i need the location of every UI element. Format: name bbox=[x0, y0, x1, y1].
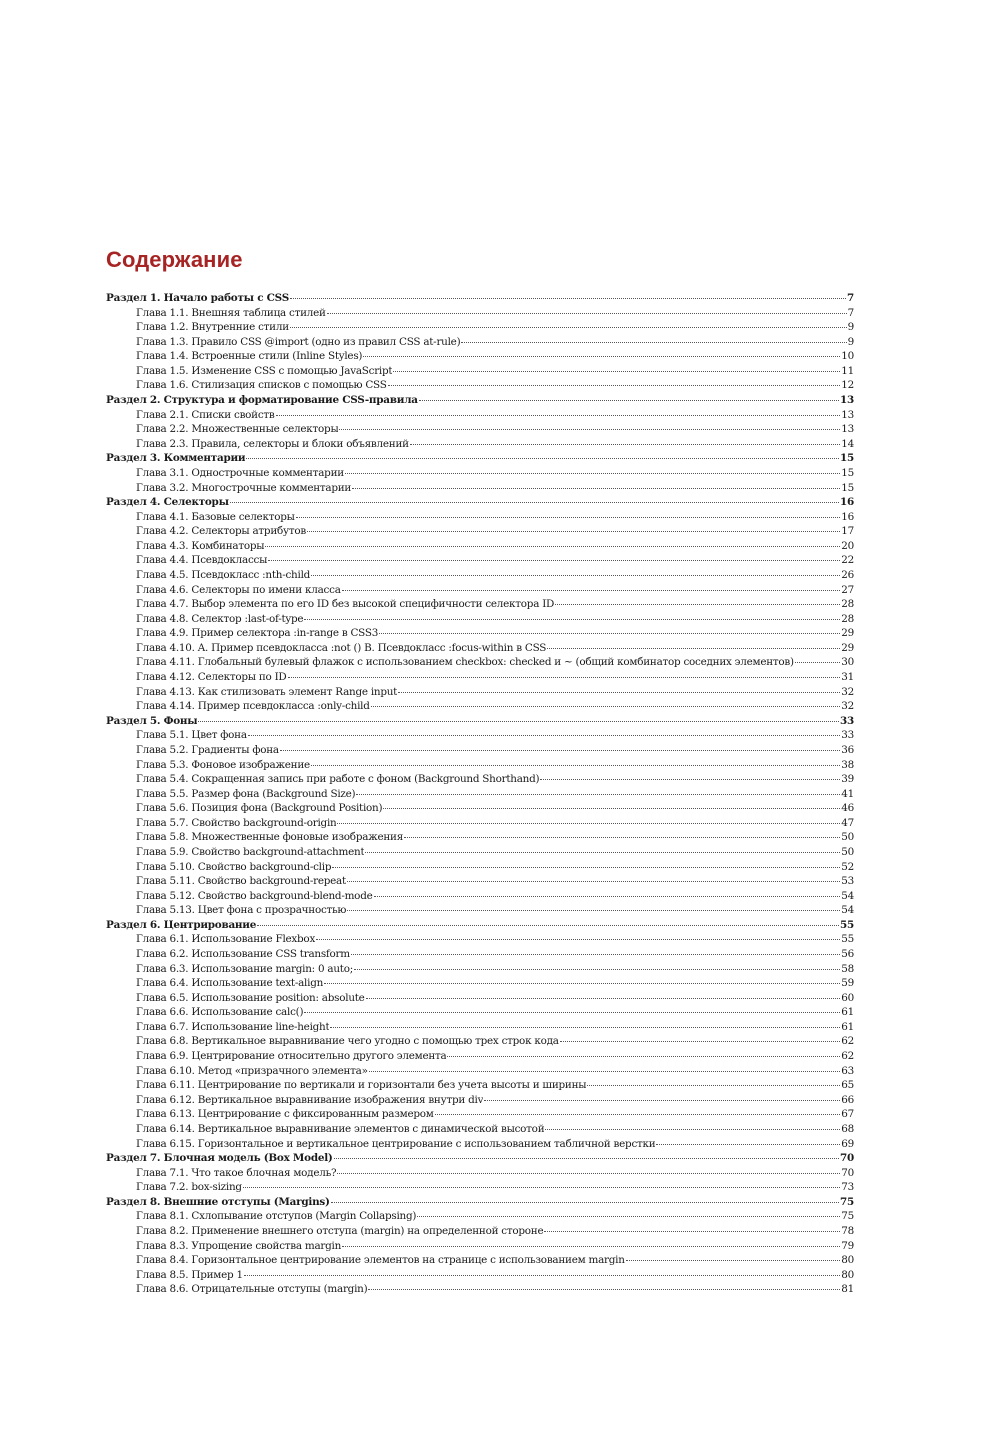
dot-leader bbox=[555, 603, 840, 605]
toc-page-number: 54 bbox=[841, 904, 854, 917]
dot-leader bbox=[560, 1040, 841, 1042]
toc-entry-title: Раздел 1. Начало работы с CSS bbox=[106, 292, 289, 304]
toc-chapter-entry[interactable] bbox=[106, 1005, 854, 1020]
dot-leader bbox=[547, 647, 840, 649]
toc-page-number: 13 bbox=[841, 423, 854, 436]
toc-entry-title: Глава 4.10. A. Пример псевдокласса :not () B. Псевдокласс :focus-within в CSS bbox=[136, 641, 547, 654]
toc-chapter-entry[interactable] bbox=[106, 816, 854, 831]
toc-page-number: 13 bbox=[840, 394, 854, 407]
toc-page-number: 65 bbox=[841, 1079, 854, 1092]
toc-entry-title: Глава 8.4. Горизонтальное центрирование элементов на странице с использованием margin bbox=[136, 1254, 625, 1267]
dot-leader bbox=[257, 924, 839, 926]
toc-entry-title: Глава 4.3. Комбинаторы bbox=[136, 539, 265, 552]
dot-leader bbox=[331, 1201, 839, 1203]
toc-chapter-entry[interactable] bbox=[106, 728, 854, 743]
toc-page-number: 9 bbox=[847, 321, 854, 334]
toc-entry-title: Глава 8.3. Упрощение свойства margin bbox=[136, 1239, 342, 1252]
dot-leader bbox=[290, 297, 846, 299]
dot-leader bbox=[410, 443, 840, 445]
toc-chapter-entry[interactable] bbox=[106, 1239, 854, 1254]
toc-chapter-entry[interactable] bbox=[106, 787, 854, 802]
dot-leader bbox=[363, 355, 840, 357]
toc-page-number: 80 bbox=[841, 1254, 854, 1267]
toc-entry-title: Глава 4.2. Селекторы атрибутов bbox=[136, 525, 306, 538]
dot-leader bbox=[368, 1288, 840, 1290]
toc-chapter-entry[interactable] bbox=[106, 597, 854, 612]
dot-leader bbox=[330, 1026, 840, 1028]
toc-chapter-entry[interactable] bbox=[106, 1093, 854, 1108]
dot-leader bbox=[337, 1172, 840, 1174]
dot-leader bbox=[342, 589, 841, 591]
toc-section-entry[interactable] bbox=[106, 918, 854, 933]
dot-leader bbox=[290, 326, 847, 328]
toc-page-number: 79 bbox=[841, 1239, 854, 1252]
dot-leader bbox=[374, 895, 841, 897]
toc-chapter-entry[interactable] bbox=[106, 947, 854, 962]
table-of-contents bbox=[106, 291, 854, 1297]
toc-section-entry[interactable] bbox=[106, 495, 854, 510]
dot-leader bbox=[352, 487, 840, 489]
dot-leader bbox=[265, 545, 840, 547]
toc-entry-title: Глава 4.1. Базовые селекторы bbox=[136, 510, 295, 523]
toc-chapter-entry[interactable] bbox=[106, 962, 854, 977]
toc-chapter-entry[interactable] bbox=[106, 670, 854, 685]
toc-page-number: 62 bbox=[841, 1050, 854, 1063]
dot-leader bbox=[404, 836, 840, 838]
toc-chapter-entry[interactable] bbox=[106, 1282, 854, 1297]
toc-entry-title: Глава 6.3. Использование margin: 0 auto; bbox=[136, 962, 353, 975]
toc-entry-title: Глава 3.1. Однострочные комментарии bbox=[136, 466, 344, 479]
toc-page-number: 14 bbox=[841, 437, 854, 450]
toc-page-number: 61 bbox=[841, 1006, 854, 1019]
toc-entry-title: Глава 5.6. Позиция фона (Background Position) bbox=[136, 802, 383, 815]
toc-page-number: 16 bbox=[840, 496, 854, 509]
toc-entry-title: Глава 6.8. Вертикальное выравнивание чего угодно с помощью трех строк кода bbox=[136, 1035, 559, 1048]
dot-leader bbox=[371, 705, 841, 707]
toc-chapter-entry[interactable] bbox=[106, 437, 854, 452]
toc-chapter-entry[interactable] bbox=[106, 801, 854, 816]
toc-heading: Содержание bbox=[106, 247, 243, 272]
toc-page-number: 54 bbox=[841, 889, 854, 902]
toc-entry-title: Глава 4.8. Селектор :last-of-type bbox=[136, 612, 304, 625]
dot-leader bbox=[339, 428, 840, 430]
toc-chapter-entry[interactable] bbox=[106, 889, 854, 904]
toc-page-number: 20 bbox=[841, 539, 854, 552]
toc-page-number: 30 bbox=[841, 656, 854, 669]
toc-chapter-entry[interactable] bbox=[106, 481, 854, 496]
toc-entry-title: Раздел 4. Селекторы bbox=[106, 496, 229, 509]
toc-chapter-entry[interactable] bbox=[106, 860, 854, 875]
toc-chapter-entry[interactable] bbox=[106, 699, 854, 714]
toc-chapter-entry[interactable] bbox=[106, 568, 854, 583]
toc-page-number: 39 bbox=[841, 773, 854, 786]
toc-chapter-entry[interactable] bbox=[106, 772, 854, 787]
toc-section-entry[interactable] bbox=[106, 714, 854, 729]
dot-leader bbox=[354, 968, 840, 970]
toc-entry-title: Глава 6.12. Вертикальное выравнивание изображения внутри div bbox=[136, 1093, 484, 1106]
toc-chapter-entry[interactable] bbox=[106, 903, 854, 918]
toc-page-number: 46 bbox=[841, 802, 854, 815]
toc-page-number: 50 bbox=[841, 831, 854, 844]
toc-entry-title: Глава 6.11. Центрирование по вертикали и горизонтали без учета высоты и ширины bbox=[136, 1079, 587, 1092]
toc-page-number: 70 bbox=[841, 1166, 854, 1179]
toc-page-number: 60 bbox=[841, 991, 854, 1004]
toc-page-number: 9 bbox=[847, 335, 854, 348]
toc-chapter-entry[interactable] bbox=[106, 583, 854, 598]
dot-leader bbox=[419, 399, 839, 401]
toc-page-number: 22 bbox=[841, 554, 854, 567]
toc-entry-title: Глава 5.11. Свойство background-repeat bbox=[136, 875, 346, 888]
toc-entry-title: Глава 8.1. Схлопывание отступов (Margin Collapsing) bbox=[136, 1210, 417, 1223]
dot-leader bbox=[311, 574, 840, 576]
dot-leader bbox=[435, 1113, 841, 1115]
toc-chapter-entry[interactable] bbox=[106, 1253, 854, 1268]
toc-chapter-entry[interactable] bbox=[106, 874, 854, 889]
toc-section-entry[interactable] bbox=[106, 1195, 854, 1210]
toc-page-number: 17 bbox=[841, 525, 854, 538]
toc-entry-title: Глава 8.2. Применение внешнего отступа (margin) на определенной стороне bbox=[136, 1225, 544, 1237]
toc-entry-title: Глава 1.3. Правило CSS @import (одно из правил CSS at-rule) bbox=[136, 335, 461, 348]
toc-chapter-entry[interactable] bbox=[106, 1049, 854, 1064]
dot-leader bbox=[334, 1157, 839, 1159]
dot-leader bbox=[244, 1274, 840, 1276]
toc-chapter-entry[interactable] bbox=[106, 349, 854, 364]
toc-page-number: 28 bbox=[841, 598, 854, 611]
toc-entry-title: Глава 2.3. Правила, селекторы и блоки объявлений bbox=[136, 437, 409, 450]
toc-chapter-entry[interactable] bbox=[106, 932, 854, 947]
toc-page-number: 7 bbox=[847, 306, 854, 319]
toc-entry-title: Глава 1.1. Внешняя таблица стилей bbox=[136, 306, 326, 319]
toc-entry-title: Глава 6.15. Горизонтальное и вертикальное центрирование с использованием табличной верстки bbox=[136, 1137, 656, 1150]
toc-entry-title: Глава 7.1. Что такое блочная модель? bbox=[136, 1166, 337, 1179]
toc-entry-title: Глава 8.6. Отрицательные отступы (margin) bbox=[136, 1283, 368, 1296]
toc-chapter-entry[interactable] bbox=[106, 655, 854, 670]
dot-leader bbox=[369, 1070, 841, 1072]
dot-leader bbox=[347, 909, 840, 911]
dot-leader bbox=[379, 632, 840, 634]
toc-page-number: 26 bbox=[841, 568, 854, 581]
toc-page-number: 63 bbox=[841, 1064, 854, 1077]
toc-entry-title: Глава 6.13. Центрирование с фиксированным размером bbox=[136, 1108, 434, 1121]
toc-section-entry[interactable] bbox=[106, 291, 854, 306]
dot-leader bbox=[243, 1186, 840, 1188]
toc-page-number: 7 bbox=[847, 292, 854, 304]
toc-page-number: 75 bbox=[841, 1210, 854, 1223]
dot-leader bbox=[365, 851, 840, 853]
toc-entry-title: Глава 4.12. Селекторы по ID bbox=[136, 671, 287, 684]
toc-chapter-entry[interactable] bbox=[106, 408, 854, 423]
toc-page-number: 56 bbox=[841, 948, 854, 961]
toc-entry-title: Глава 4.13. Как стилизовать элемент Range input bbox=[136, 685, 398, 698]
dot-leader bbox=[316, 938, 840, 940]
toc-page-number: 59 bbox=[841, 977, 854, 990]
dot-leader bbox=[327, 312, 847, 314]
toc-page-number: 29 bbox=[841, 627, 854, 640]
toc-chapter-entry[interactable] bbox=[106, 335, 854, 350]
dot-leader bbox=[296, 516, 841, 518]
toc-section-entry[interactable] bbox=[106, 451, 854, 466]
dot-leader bbox=[795, 661, 840, 663]
toc-section-entry[interactable] bbox=[106, 393, 854, 408]
toc-entry-title: Глава 5.2. Градиенты фона bbox=[136, 743, 279, 756]
toc-entry-title: Глава 1.5. Изменение CSS с помощью JavaScript bbox=[136, 364, 393, 377]
toc-entry-title: Раздел 8. Внешние отступы (Margins) bbox=[106, 1195, 330, 1208]
toc-chapter-entry[interactable] bbox=[106, 1034, 854, 1049]
toc-entry-title: Глава 6.4. Использование text-align bbox=[136, 977, 324, 990]
toc-chapter-entry[interactable] bbox=[106, 1078, 854, 1093]
toc-chapter-entry[interactable] bbox=[106, 1137, 854, 1152]
dot-leader bbox=[356, 793, 840, 795]
toc-chapter-entry[interactable] bbox=[106, 306, 854, 321]
dot-leader bbox=[248, 734, 840, 736]
dot-leader bbox=[280, 749, 840, 751]
toc-entry-title: Глава 4.7. Выбор элемента по его ID без высокой специфичности селектора ID bbox=[136, 598, 555, 611]
dot-leader bbox=[587, 1084, 840, 1086]
toc-page-number: 32 bbox=[841, 700, 854, 713]
toc-page-number: 10 bbox=[841, 350, 854, 363]
toc-page-number: 15 bbox=[841, 481, 854, 494]
dot-leader bbox=[398, 691, 840, 693]
dot-leader bbox=[324, 982, 840, 984]
toc-page-number: 69 bbox=[841, 1137, 854, 1150]
toc-entry-title: Глава 4.6. Селекторы по имени класса bbox=[136, 583, 341, 596]
toc-chapter-entry[interactable] bbox=[106, 466, 854, 481]
toc-entry-title: Глава 5.7. Свойство background-origin bbox=[136, 816, 337, 829]
toc-chapter-entry[interactable] bbox=[106, 378, 854, 393]
toc-entry-title: Глава 6.14. Вертикальное выравнивание элементов с динамической высотой bbox=[136, 1122, 545, 1135]
toc-page-number: 55 bbox=[840, 918, 854, 931]
toc-chapter-entry[interactable] bbox=[106, 539, 854, 554]
dot-leader bbox=[461, 341, 846, 343]
toc-page-number: 55 bbox=[841, 933, 854, 946]
dot-leader bbox=[246, 457, 839, 459]
toc-page-number: 68 bbox=[841, 1122, 854, 1135]
dot-leader bbox=[447, 1055, 840, 1057]
toc-chapter-entry[interactable] bbox=[106, 1064, 854, 1079]
toc-entry-title: Глава 1.4. Встроенные стили (Inline Styles) bbox=[136, 350, 363, 363]
toc-chapter-entry[interactable] bbox=[106, 845, 854, 860]
dot-leader bbox=[388, 384, 841, 386]
dot-leader bbox=[337, 822, 840, 824]
toc-entry-title: Глава 6.2. Использование CSS transform bbox=[136, 948, 350, 961]
toc-page-number: 33 bbox=[841, 729, 854, 742]
dot-leader bbox=[656, 1143, 840, 1145]
toc-chapter-entry[interactable] bbox=[106, 830, 854, 845]
toc-page-number: 81 bbox=[841, 1283, 854, 1296]
toc-page-number: 36 bbox=[841, 743, 854, 756]
dot-leader bbox=[484, 1099, 840, 1101]
toc-entry-title: Глава 6.5. Использование position: absolute bbox=[136, 991, 365, 1004]
toc-entry-title: Глава 6.9. Центрирование относительно другого элемента bbox=[136, 1050, 447, 1063]
toc-chapter-entry[interactable] bbox=[106, 991, 854, 1006]
toc-chapter-entry[interactable] bbox=[106, 320, 854, 335]
toc-entry-title: Раздел 3. Комментарии bbox=[106, 452, 246, 465]
toc-chapter-entry[interactable] bbox=[106, 1180, 854, 1195]
toc-entry-title: Глава 5.10. Свойство background-clip bbox=[136, 860, 332, 873]
toc-entry-title: Глава 8.5. Пример 1 bbox=[136, 1268, 243, 1281]
toc-entry-title: Глава 5.12. Свойство background-blend-mode bbox=[136, 889, 373, 902]
toc-entry-title: Глава 5.9. Свойство background-attachment bbox=[136, 845, 365, 858]
dot-leader bbox=[351, 953, 840, 955]
toc-page-number: 58 bbox=[841, 962, 854, 975]
dot-leader bbox=[544, 1230, 840, 1232]
toc-entry-title: Глава 4.9. Пример селектора :in-range в CSS3 bbox=[136, 627, 379, 640]
toc-entry-title: Раздел 5. Фоны bbox=[106, 714, 198, 727]
toc-entry-title: Раздел 7. Блочная модель (Box Model) bbox=[106, 1152, 333, 1165]
dot-leader bbox=[304, 618, 840, 620]
toc-entry-title: Глава 5.3. Фоновое изображение bbox=[136, 758, 310, 771]
dot-leader bbox=[268, 559, 840, 561]
toc-page-number: 70 bbox=[840, 1152, 854, 1165]
toc-entry-title: Глава 6.10. Метод «призрачного элемента» bbox=[136, 1064, 368, 1077]
toc-page-number: 62 bbox=[841, 1035, 854, 1048]
toc-chapter-entry[interactable] bbox=[106, 626, 854, 641]
toc-page-number: 31 bbox=[841, 671, 854, 684]
toc-page-number: 11 bbox=[841, 364, 854, 377]
dot-leader bbox=[276, 414, 841, 416]
toc-page-number: 61 bbox=[841, 1020, 854, 1033]
toc-entry-title: Глава 5.13. Цвет фона с прозрачностью bbox=[136, 904, 347, 917]
toc-entry-title: Глава 5.5. Размер фона (Background Size) bbox=[136, 787, 356, 800]
toc-page-number: 78 bbox=[841, 1225, 854, 1237]
toc-page-number: 15 bbox=[841, 466, 854, 479]
toc-page-number: 15 bbox=[840, 452, 854, 465]
toc-page-number: 75 bbox=[840, 1195, 854, 1208]
toc-page-number: 33 bbox=[840, 714, 854, 727]
toc-entry-title: Глава 7.2. box-sizing bbox=[136, 1181, 242, 1194]
toc-chapter-entry[interactable] bbox=[106, 685, 854, 700]
dot-leader bbox=[393, 370, 840, 372]
toc-chapter-entry[interactable] bbox=[106, 1122, 854, 1137]
toc-page-number: 38 bbox=[841, 758, 854, 771]
toc-page-number: 28 bbox=[841, 612, 854, 625]
toc-page-number: 12 bbox=[841, 379, 854, 392]
dot-leader bbox=[417, 1215, 840, 1217]
toc-entry-title: Глава 5.4. Сокращенная запись при работе с фоном (Background Shorthand) bbox=[136, 773, 540, 786]
toc-entry-title: Глава 4.11. Глобальный булевый флажок с использованием checkbox: checked и ~ (общий комбинатор соседних элементов) bbox=[136, 656, 794, 669]
toc-chapter-entry[interactable] bbox=[106, 743, 854, 758]
toc-entry-title: Глава 4.4. Псевдоклассы bbox=[136, 554, 268, 567]
toc-chapter-entry[interactable] bbox=[106, 553, 854, 568]
toc-chapter-entry[interactable] bbox=[106, 641, 854, 656]
dot-leader bbox=[332, 866, 840, 868]
toc-chapter-entry[interactable] bbox=[106, 1020, 854, 1035]
dot-leader bbox=[307, 530, 840, 532]
toc-page-number: 27 bbox=[841, 583, 854, 596]
toc-entry-title: Раздел 6. Центрирование bbox=[106, 918, 257, 931]
dot-leader bbox=[342, 1245, 840, 1247]
toc-chapter-entry[interactable] bbox=[106, 1107, 854, 1122]
dot-leader bbox=[288, 676, 841, 678]
dot-leader bbox=[366, 997, 841, 999]
dot-leader bbox=[540, 778, 840, 780]
toc-page-number: 52 bbox=[841, 860, 854, 873]
toc-section-entry[interactable] bbox=[106, 1151, 854, 1166]
toc-chapter-entry[interactable] bbox=[106, 422, 854, 437]
toc-entry-title: Глава 3.2. Многострочные комментарии bbox=[136, 481, 352, 494]
toc-entry-title: Глава 5.8. Множественные фоновые изображения bbox=[136, 831, 404, 844]
dot-leader bbox=[198, 720, 839, 722]
toc-entry-title: Глава 6.1. Использование Flexbox bbox=[136, 933, 316, 946]
toc-chapter-entry[interactable] bbox=[106, 612, 854, 627]
toc-page-number: 13 bbox=[841, 408, 854, 421]
toc-entry-title: Глава 2.1. Списки свойств bbox=[136, 408, 275, 421]
toc-page-number: 29 bbox=[841, 641, 854, 654]
toc-page-number: 50 bbox=[841, 845, 854, 858]
toc-entry-title: Глава 5.1. Цвет фона bbox=[136, 729, 247, 742]
toc-chapter-entry[interactable] bbox=[106, 1166, 854, 1181]
toc-page-number: 16 bbox=[841, 510, 854, 523]
toc-chapter-entry[interactable] bbox=[106, 364, 854, 379]
toc-entry-title: Глава 6.7. Использование line-height bbox=[136, 1020, 330, 1033]
toc-chapter-entry[interactable] bbox=[106, 1209, 854, 1224]
dot-leader bbox=[230, 501, 839, 503]
toc-chapter-entry[interactable] bbox=[106, 758, 854, 773]
dot-leader bbox=[311, 764, 840, 766]
toc-page-number: 53 bbox=[841, 875, 854, 888]
dot-leader bbox=[345, 472, 840, 474]
toc-entry-title: Раздел 2. Структура и форматирование CSS-правила bbox=[106, 394, 418, 407]
toc-entry-title: Глава 1.2. Внутренние стили bbox=[136, 321, 289, 334]
dot-leader bbox=[304, 1011, 840, 1013]
toc-page-number: 66 bbox=[841, 1093, 854, 1106]
toc-page-number: 80 bbox=[841, 1268, 854, 1281]
toc-chapter-entry[interactable] bbox=[106, 524, 854, 539]
toc-entry-title: Глава 4.14. Пример псевдокласса :only-child bbox=[136, 700, 370, 713]
toc-entry-title: Глава 1.6. Стилизация списков с помощью CSS bbox=[136, 379, 387, 392]
toc-page-number: 32 bbox=[841, 685, 854, 698]
dot-leader bbox=[347, 880, 840, 882]
toc-page-number: 41 bbox=[841, 787, 854, 800]
toc-chapter-entry[interactable] bbox=[106, 1268, 854, 1283]
toc-entry-title: Глава 2.2. Множественные селекторы bbox=[136, 423, 339, 436]
toc-chapter-entry[interactable] bbox=[106, 976, 854, 991]
toc-entry-title: Глава 4.5. Псевдокласс :nth-child bbox=[136, 568, 311, 581]
toc-chapter-entry[interactable] bbox=[106, 1224, 854, 1239]
dot-leader bbox=[383, 807, 840, 809]
toc-page-number: 67 bbox=[841, 1108, 854, 1121]
toc-chapter-entry[interactable] bbox=[106, 510, 854, 525]
toc-page-number: 73 bbox=[841, 1181, 854, 1194]
toc-page-number: 47 bbox=[841, 816, 854, 829]
toc-entry-title: Глава 6.6. Использование calc() bbox=[136, 1006, 304, 1019]
dot-leader bbox=[545, 1128, 840, 1130]
dot-leader bbox=[626, 1259, 841, 1261]
